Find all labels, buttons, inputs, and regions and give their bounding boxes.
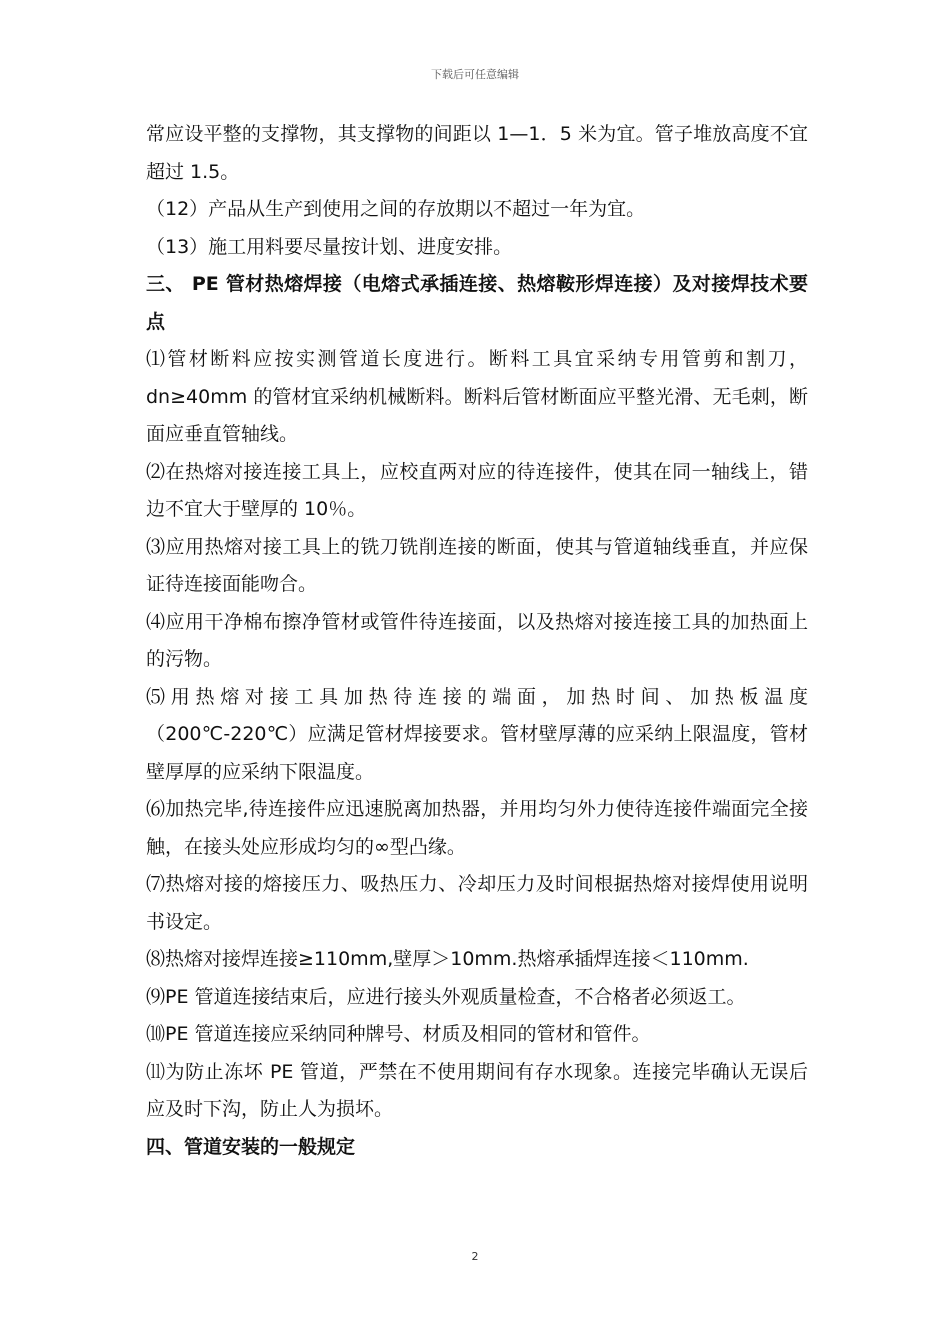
paragraph-item-4: ⑷应用干净棉布擦净管材或管件待连接面，以及热熔对接连接工具的加热面上的污物。 [146,610,808,670]
paragraph-2: （12）产品从生产到使用之间的存放期以不超过一年为宜。 [146,198,646,220]
paragraph-item-10: ⑽PE 管道连接应采纳同种牌号、材质及相同的管材和管件。 [146,1023,651,1045]
section-heading-3: 三、 PE 管材热熔焊接（电熔式承插连接、热熔鞍形焊连接）及对接焊技术要点 [146,273,808,333]
paragraph-3: （13）施工用料要尽量按计划、进度安排。 [146,235,513,258]
paragraph-1: 常应设平整的支撑物，其支撑物的间距以 1—1．5 米为宜。管子堆放高度不宜超过 1.5。 [146,123,808,183]
section-heading-4: 四、管道安装的一般规定 [146,1135,356,1158]
paragraph-item-9: ⑼PE 管道连接结束后，应进行接头外观质量检查，不合格者必须返工。 [146,985,746,1008]
paragraph-item-6: ⑹加热完毕,待连接件应迅速脱离加热器，并用均匀外力使待连接件端面完全接触，在接头处应形成均匀的∞型凸缘。 [146,798,808,858]
paragraph-item-5: ⑸用热熔对接工具加热待连接的端面，加热时间、加热板温度（200℃-220℃）应满足管材焊接要求。管材壁厚薄的应采纳上限温度，管材壁厚厚的应采纳下限温度。 [146,685,808,783]
paragraph-item-7: ⑺热熔对接的熔接压力、吸热压力、冷却压力及时间根据热熔对接焊使用说明书设定。 [146,873,808,933]
document-body [146,116,808,1166]
paragraph-item-2: ⑵在热熔对接连接工具上，应校直两对应的待连接件，使其在同一轴线上，错边不宜大于壁厚的 10％。 [146,460,808,520]
page-header: 下载后可任意编辑 [431,68,519,81]
paragraph-item-3: ⑶应用热熔对接工具上的铣刀铣削连接的断面，使其与管道轴线垂直，并应保证待连接面能吻合。 [146,535,808,595]
paragraph-item-8: ⑻热熔对接焊连接≥110mm,壁厚＞10mm.热熔承插焊连接＜110mm. [146,948,749,970]
page-number: 2 [471,1250,479,1263]
paragraph-item-1: ⑴管材断料应按实测管道长度进行。断料工具宜采纳专用管剪和割刀，dn≥40mm 的管材宜采纳机械断料。断料后管材断面应平整光滑、无毛刺，断面应垂直管轴线。 [146,348,808,445]
paragraph-item-11: ⑾为防止冻坏 PE 管道，严禁在不使用期间有存水现象。连接完毕确认无误后应及时下沟，防止人为损坏。 [146,1060,808,1120]
